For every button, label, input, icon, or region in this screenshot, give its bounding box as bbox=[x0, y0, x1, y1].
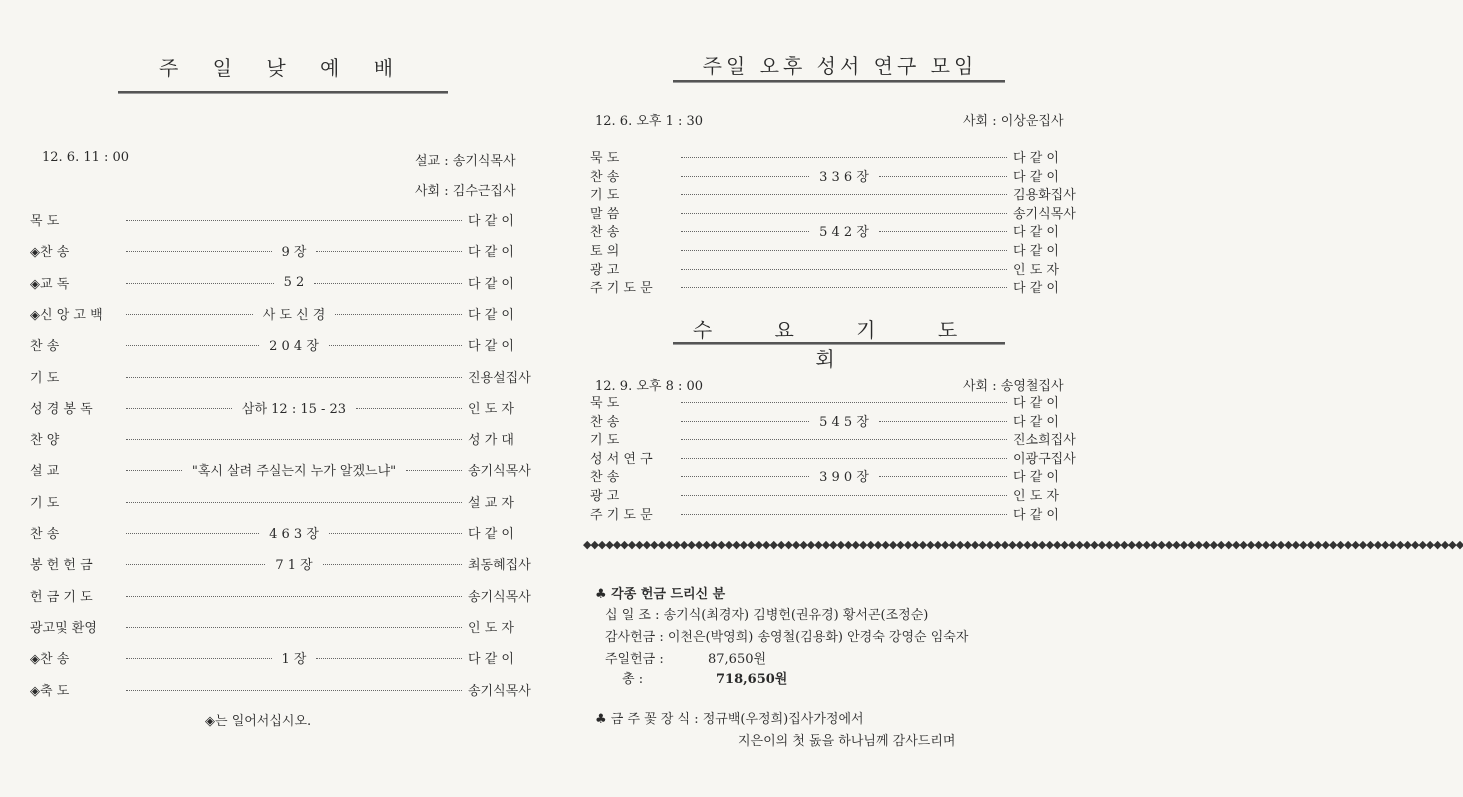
order-item-label: 찬 송 bbox=[590, 225, 620, 241]
left-presider: 사회 : 김수근집사 bbox=[415, 184, 516, 199]
order-item-label: ◈교 독 bbox=[30, 276, 70, 292]
dot-leader bbox=[126, 283, 274, 284]
order-row bbox=[30, 429, 540, 448]
dot-leader bbox=[126, 220, 462, 221]
dot-leader bbox=[681, 495, 1007, 496]
dot-leader bbox=[879, 421, 1007, 422]
order-item-detail: "혹시 살려 주실는지 누가 알겠느냐" bbox=[191, 464, 397, 480]
left-preacher: 설교 : 송기식목사 bbox=[415, 154, 516, 169]
order-item-label: 봉 헌 헌 금 bbox=[30, 558, 93, 574]
dot-leader bbox=[126, 502, 462, 503]
dot-leader bbox=[126, 690, 462, 691]
order-item-person: 다 같 이 bbox=[468, 339, 514, 355]
left-title-rule bbox=[118, 91, 448, 94]
order-row bbox=[590, 411, 1085, 430]
order-item-person: 다 같 이 bbox=[1013, 507, 1059, 523]
dot-leader bbox=[879, 176, 1007, 177]
order-item-detail: 5 4 5 장 bbox=[819, 414, 869, 430]
order-item-person: 다 같 이 bbox=[1013, 244, 1059, 259]
order-row bbox=[30, 460, 540, 479]
order-item-detail: 5 2 bbox=[283, 274, 305, 290]
order-row bbox=[30, 367, 540, 386]
order-row bbox=[30, 241, 540, 260]
order-item-detail: 1 장 bbox=[281, 652, 307, 668]
order-item-person: 인 도 자 bbox=[1013, 262, 1059, 278]
sunday-service-title: 주 일 낮 예 배 bbox=[158, 56, 408, 80]
order-item-person: 이광구집사 bbox=[1013, 451, 1076, 467]
order-item-label: 묵 도 bbox=[590, 151, 620, 166]
dot-leader bbox=[681, 250, 1007, 251]
order-item-detail: 사 도 신 경 bbox=[262, 307, 326, 323]
sunday-offering-amount: 87,650원 bbox=[708, 652, 767, 667]
order-item-detail: 3 9 0 장 bbox=[819, 470, 869, 486]
dot-leader bbox=[126, 658, 272, 659]
order-item-label: 기 도 bbox=[30, 370, 60, 386]
order-item-person: 송기식목사 bbox=[1013, 206, 1076, 222]
order-item-person: 진소희집사 bbox=[1013, 433, 1076, 449]
order-item-label: 헌 금 기 도 bbox=[30, 589, 93, 605]
order-item-person: 다 같 이 bbox=[1013, 281, 1059, 297]
order-row bbox=[30, 648, 540, 667]
order-item-label: 찬 양 bbox=[30, 433, 60, 449]
order-row bbox=[30, 586, 540, 605]
order-row bbox=[590, 203, 1085, 222]
order-row bbox=[590, 504, 1085, 523]
order-item-person: 송기식목사 bbox=[468, 464, 531, 480]
order-item-detail: 2 0 4 장 bbox=[269, 339, 319, 355]
order-row bbox=[30, 554, 540, 573]
dot-leader bbox=[126, 470, 182, 471]
order-item-person: 송기식목사 bbox=[468, 683, 531, 699]
order-item-person: 다 같 이 bbox=[1013, 225, 1059, 241]
order-item-label: 기 도 bbox=[30, 495, 60, 511]
dot-leader bbox=[126, 314, 253, 315]
order-item-person: 다 같 이 bbox=[468, 245, 514, 261]
order-row bbox=[30, 335, 540, 354]
order-item-label: 기 도 bbox=[590, 188, 620, 204]
dot-leader bbox=[681, 176, 809, 177]
order-row bbox=[30, 492, 540, 511]
order-row bbox=[590, 147, 1085, 166]
order-row bbox=[30, 273, 540, 292]
order-item-person: 인 도 자 bbox=[468, 620, 514, 636]
dot-leader bbox=[406, 470, 462, 471]
order-row bbox=[590, 240, 1085, 259]
order-row bbox=[30, 680, 540, 699]
dot-leader bbox=[681, 439, 1007, 440]
dot-leader bbox=[126, 564, 265, 565]
order-item-label: 묵 도 bbox=[590, 396, 620, 411]
tithe-line: 십 일 조 : 송기식(최경자) 김병헌(권유경) 황서곤(조정순) bbox=[605, 608, 929, 623]
dot-leader bbox=[316, 658, 462, 659]
order-item-person: 성 가 대 bbox=[468, 433, 514, 449]
order-item-label: 광 고 bbox=[590, 489, 620, 504]
order-item-person: 다 같 이 bbox=[468, 307, 514, 323]
order-item-person: 다 같 이 bbox=[468, 276, 514, 292]
dot-leader bbox=[126, 596, 462, 597]
order-item-label: 광고및 환영 bbox=[30, 620, 97, 636]
order-item-person: 설 교 자 bbox=[468, 495, 514, 511]
order-item-label: 찬 송 bbox=[590, 169, 620, 185]
order-item-person: 다 같 이 bbox=[468, 652, 514, 668]
wednesday-title-rule bbox=[673, 342, 1005, 345]
order-item-label: 목 도 bbox=[30, 214, 60, 229]
order-item-person: 다 같 이 bbox=[1013, 169, 1059, 185]
order-row bbox=[590, 448, 1085, 467]
order-row bbox=[590, 277, 1085, 296]
order-item-person: 다 같 이 bbox=[468, 214, 514, 229]
dot-leader bbox=[329, 533, 462, 534]
order-row bbox=[30, 304, 540, 323]
dot-leader bbox=[681, 421, 809, 422]
order-item-label: 주 기 도 문 bbox=[590, 281, 653, 297]
order-item-label: 성 경 봉 독 bbox=[30, 401, 93, 417]
decorative-diamond-band: ◆◆◆◆◆◆◆◆◆◆◆◆◆◆◆◆◆◆◆◆◆◆◆◆◆◆◆◆◆◆◆◆◆◆◆◆◆◆◆◆◆◆◆◆◆◆◆◆◆◆◆◆◆◆◆◆◆◆◆◆◆◆◆◆◆◆◆◆◆◆◆◆◆◆◆◆◆◆◆◆◆◆◆◆◆◆◆◆◆◆◆◆◆◆◆◆◆◆◆◆◆◆◆◆◆◆◆◆◆◆◆◆◆◆◆◆◆◆ bbox=[583, 538, 1463, 551]
order-item-person: 인 도 자 bbox=[1013, 489, 1059, 504]
total-offering-amount: 718,650원 bbox=[716, 672, 788, 687]
order-item-label: 찬 송 bbox=[590, 414, 620, 430]
dot-leader bbox=[314, 283, 462, 284]
order-row bbox=[30, 617, 540, 636]
dot-leader bbox=[126, 439, 462, 440]
session2-date: 12. 9. 오후 8 : 00 bbox=[595, 379, 704, 394]
dot-leader bbox=[126, 251, 272, 252]
session1-date: 12. 6. 오후 1 : 30 bbox=[595, 114, 704, 129]
dot-leader bbox=[126, 533, 259, 534]
order-item-person: 다 같 이 bbox=[1013, 470, 1059, 486]
dot-leader bbox=[879, 476, 1007, 477]
order-item-label: 찬 송 bbox=[590, 470, 620, 486]
dot-leader bbox=[335, 314, 462, 315]
order-item-detail: 5 4 2 장 bbox=[819, 225, 869, 241]
order-item-label: ◈축 도 bbox=[30, 683, 70, 699]
offerings-heading: ♣ 각종 헌금 드리신 분 bbox=[595, 587, 726, 602]
order-row bbox=[590, 221, 1085, 240]
order-item-person: 인 도 자 bbox=[468, 401, 514, 417]
order-row bbox=[590, 259, 1085, 278]
wednesday-prayer-title: 수 요 기 도 회 bbox=[692, 318, 986, 371]
sunday-offering-label: 주일헌금 : bbox=[605, 652, 664, 667]
order-item-label: ◈찬 송 bbox=[30, 245, 70, 261]
dot-leader bbox=[681, 269, 1007, 270]
dot-leader bbox=[126, 345, 259, 346]
order-item-label: 성 서 연 구 bbox=[590, 451, 653, 467]
order-item-person: 다 같 이 bbox=[1013, 396, 1059, 411]
order-row bbox=[30, 523, 540, 542]
order-item-label: ◈찬 송 bbox=[30, 652, 70, 668]
order-row bbox=[590, 392, 1085, 411]
dot-leader bbox=[126, 408, 232, 409]
session1-presider: 사회 : 이상운집사 bbox=[963, 114, 1064, 129]
order-item-person: 다 같 이 bbox=[1013, 151, 1059, 166]
left-date: 12. 6. 11 : 00 bbox=[42, 150, 130, 165]
order-item-detail: 3 3 6 장 bbox=[819, 169, 869, 185]
dot-leader bbox=[323, 564, 462, 565]
order-item-label: 주 기 도 문 bbox=[590, 507, 653, 523]
dot-leader bbox=[681, 157, 1007, 158]
order-row bbox=[590, 184, 1085, 203]
order-item-detail: 9 장 bbox=[281, 245, 307, 261]
order-row bbox=[30, 398, 540, 417]
dot-leader bbox=[126, 377, 462, 378]
order-item-person: 다 같 이 bbox=[468, 527, 514, 542]
dot-leader bbox=[681, 402, 1007, 403]
dot-leader bbox=[681, 213, 1007, 214]
order-item-label: 말 씀 bbox=[590, 206, 620, 222]
order-item-detail: 삼하 12 : 15 - 23 bbox=[241, 401, 347, 417]
flower-decoration-line: ♣ 금 주 꽃 장 식 : 정규백(우정희)집사가정에서 bbox=[595, 712, 864, 727]
order-item-label: 설 교 bbox=[30, 464, 60, 480]
thanks-offering-line: 감사헌금 : 이천은(박영희) 송영철(김용화) 안경숙 강영순 임숙자 bbox=[605, 630, 969, 645]
order-item-label: 찬 송 bbox=[30, 339, 60, 355]
dot-leader bbox=[681, 514, 1007, 515]
order-item-detail: 4 6 3 장 bbox=[269, 527, 319, 542]
order-item-person: 최동혜집사 bbox=[468, 558, 531, 574]
order-item-person: 진용설집사 bbox=[468, 370, 531, 386]
dot-leader bbox=[329, 345, 462, 346]
dot-leader bbox=[681, 476, 809, 477]
dot-leader bbox=[356, 408, 462, 409]
dot-leader bbox=[681, 458, 1007, 459]
order-row bbox=[590, 466, 1085, 485]
order-item-person: 송기식목사 bbox=[468, 589, 531, 605]
order-item-label: 토 의 bbox=[590, 244, 620, 259]
order-row bbox=[30, 210, 540, 229]
dot-leader bbox=[879, 231, 1007, 232]
dot-leader bbox=[681, 231, 809, 232]
session2-presider: 사회 : 송영철집사 bbox=[963, 379, 1064, 394]
order-item-label: 찬 송 bbox=[30, 527, 60, 542]
order-item-label: 광 고 bbox=[590, 262, 620, 278]
standing-note: ◈는 일어서십시오. bbox=[205, 714, 312, 729]
order-row bbox=[590, 429, 1085, 448]
dot-leader bbox=[126, 627, 462, 628]
total-offering-label: 총 : bbox=[622, 672, 644, 687]
order-item-person: 김용화집사 bbox=[1013, 188, 1076, 204]
order-item-person: 다 같 이 bbox=[1013, 414, 1059, 430]
order-row bbox=[590, 166, 1085, 185]
flower-dedication-line: 지은이의 첫 돐을 하나님께 감사드리며 bbox=[738, 734, 956, 749]
afternoon-study-title: 주일 오후 성서 연구 모임 bbox=[702, 54, 978, 78]
dot-leader bbox=[316, 251, 462, 252]
order-item-label: ◈신 앙 고 백 bbox=[30, 307, 103, 323]
right-title-rule bbox=[673, 80, 1005, 83]
order-row bbox=[590, 485, 1085, 504]
dot-leader bbox=[681, 194, 1007, 195]
order-item-detail: 7 1 장 bbox=[275, 558, 313, 574]
dot-leader bbox=[681, 287, 1007, 288]
order-item-label: 기 도 bbox=[590, 433, 620, 449]
